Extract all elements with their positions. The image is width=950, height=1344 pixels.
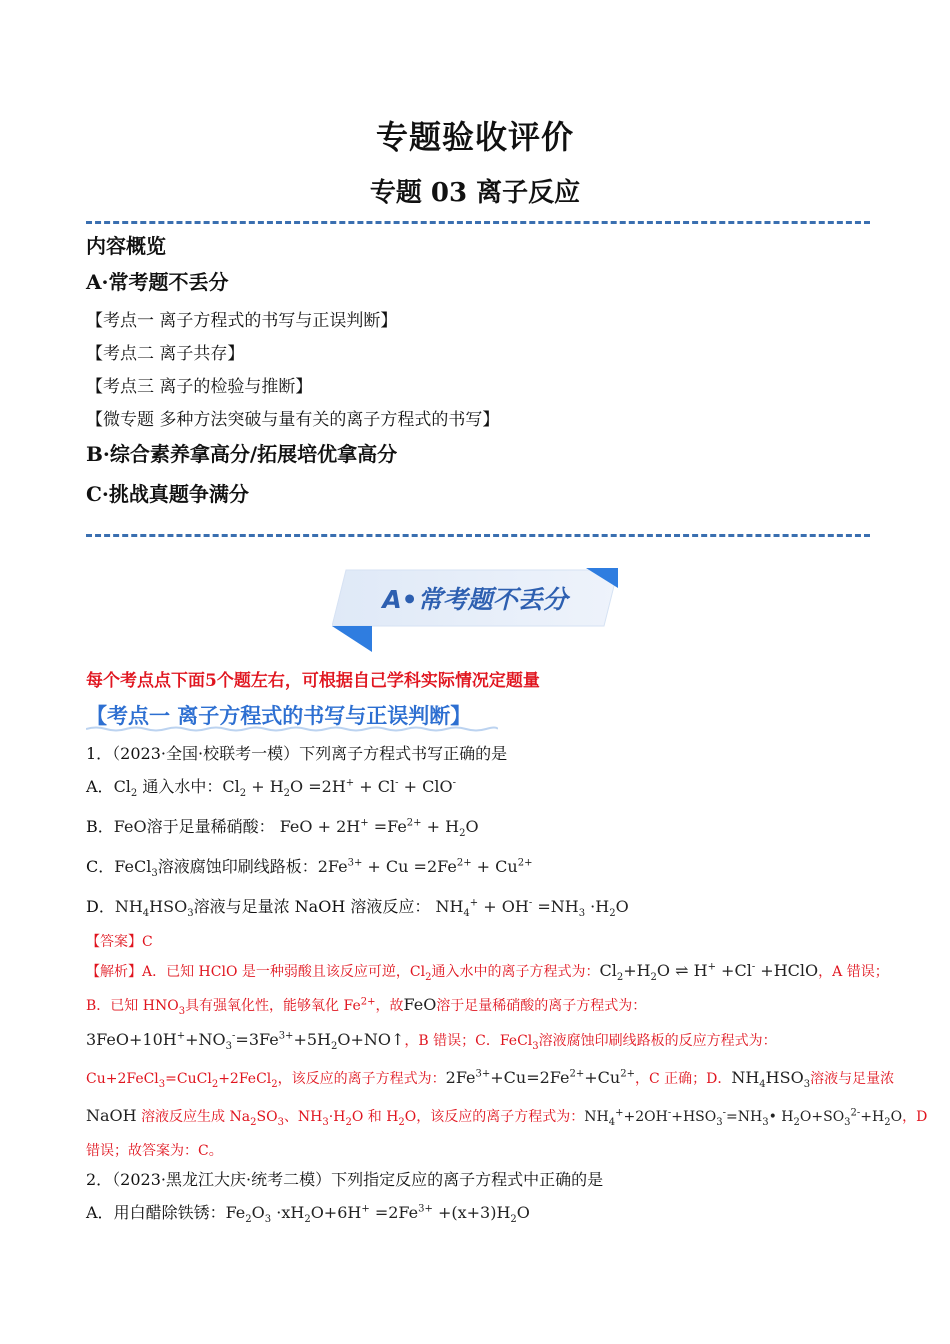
exp-text: O 和 H xyxy=(351,1109,399,1125)
exp-text: 溶液腐蚀印刷线路板的反应方程式为： xyxy=(538,1033,777,1049)
kp1-underline-decoration xyxy=(86,726,498,732)
q1-explanation-line: Cu+2FeCl$_3$=CuCl$_2$+2FeCl$_2$，该反应的离子方程式为：$2Fe^{3+}+Cu=2Fe^{2+}+Cu^{2+}$，C 正确；D．$NH_4HSO_3$溶液与足量浓 xyxy=(86,1068,895,1091)
exp-text: 、NH xyxy=(283,1109,323,1125)
kp1-heading: 【考点一 离子方程式的书写与正误判断】 xyxy=(86,703,472,728)
exp-text: Cu+2FeCl xyxy=(86,1071,159,1087)
q1-option-c[interactable] xyxy=(86,854,532,879)
note-text: 每个考点点下面5个题左右，可根据自己学科实际情况定题量 xyxy=(86,671,540,691)
option-label: B． xyxy=(86,817,114,836)
option-text: 用白醋除铁锈： xyxy=(113,1203,226,1222)
option-label: D． xyxy=(86,897,115,916)
formula: $Cl_2$ xyxy=(113,777,138,800)
exp-text: 【解析】A．已知 HClO 是一种弱酸且该反应可逆，Cl xyxy=(86,964,426,980)
exp-text: 通入水中的离子方程式为： xyxy=(431,964,600,980)
formula: $Cl_2 + H_2O =2H^+ + Cl^- + ClO^-$ xyxy=(222,777,456,800)
divider-bottom xyxy=(86,534,870,537)
formula: NaOH xyxy=(86,1106,137,1125)
exp-text: 溶液与足量浓 xyxy=(810,1071,895,1087)
formula: FeCl$_3$ xyxy=(114,857,158,880)
formula: FeO + $2H^+ =Fe^{2+} + H_2O$ xyxy=(279,817,479,840)
overview-heading: 内容概览 xyxy=(86,234,166,258)
q1-explanation-line: NaOH 溶液反应生成 $Na_2SO_3$、$NH_3\cdot H_2O$ 和 $H_2O$，该反应的离子方程式为：$NH_4^++2OH^-+HSO_3^-=NH_3•$ $H_2O+SO_3^{2-}+H_2O$，D xyxy=(86,1106,928,1128)
q1-answer: 【答案】C xyxy=(86,934,153,950)
exp-text: ，A 错误； xyxy=(818,964,889,980)
formula: $Fe_2O_3 \cdot xH_2O+6H^+ =2Fe^{3+} +(x+3)H_2O$ xyxy=(225,1203,530,1226)
overview-item: 【考点二 离子共存】 xyxy=(86,344,245,364)
overview-section-a: A·常考题不丢分 xyxy=(86,270,229,294)
section-a-banner xyxy=(332,566,618,652)
exp-text: 具有强氧化性，能够氧化 Fe xyxy=(185,998,361,1014)
option-label: A． xyxy=(86,1203,114,1222)
q1-option-b[interactable] xyxy=(86,814,479,839)
q2-option-a[interactable] xyxy=(86,1200,530,1225)
exp-text: B．已知 HNO xyxy=(86,998,179,1014)
formula: $2Fe^{3+}+Cu=2Fe^{2+}+Cu^{2+}$ xyxy=(445,1068,635,1087)
option-label: C． xyxy=(86,857,115,876)
option-text: 溶液与足量浓 NaOH 溶液反应： xyxy=(193,897,431,916)
formula: $Cl_2+H_2O$ ⇌ H+ +Cl- +HClO xyxy=(599,961,819,984)
q1-option-d[interactable] xyxy=(86,894,629,919)
exp-text: +2FeCl xyxy=(218,1071,272,1087)
exp-text: ，故 xyxy=(375,998,404,1014)
option-text: 溶液腐蚀印刷线路板： xyxy=(157,857,318,876)
q1-explanation-line: $3FeO+10H^++NO_3^-=3Fe^{3+}+5H_2O+NO↑$，B 错误；C．FeCl$_3$溶液腐蚀印刷线路板的反应方程式为： xyxy=(86,1030,777,1053)
page-subtitle: 专题 03 离子反应 xyxy=(369,178,581,208)
option-label: A． xyxy=(86,777,114,796)
q1-explanation-line: 错误；故答案为：C。 xyxy=(86,1143,223,1159)
exp-text: ，B 错误；C．FeCl xyxy=(404,1033,533,1049)
divider-top xyxy=(86,221,870,224)
formula: $2Fe^{3+} + Cu =2Fe^{2+} + Cu^{2+}$ xyxy=(317,857,533,876)
exp-text: ，D xyxy=(902,1109,928,1125)
overview-item: 【考点一 离子方程式的书写与正误判断】 xyxy=(86,311,398,331)
q2-stem: 2．（2023·黑龙江大庆·统考二模）下列指定反应的离子方程式中正确的是 xyxy=(86,1170,604,1189)
formula: $NH_4^++2OH^-+HSO_3^-=NH_3•$ $H_2O+SO_3^{2-}+H_2O$ xyxy=(584,1107,903,1128)
q1-option-a[interactable] xyxy=(86,774,456,799)
exp-text: =CuCl xyxy=(165,1071,212,1087)
exp-text: O，该反应的离子方程式为： xyxy=(404,1109,585,1125)
exp-text: 溶液反应生成 Na xyxy=(141,1109,251,1125)
exp-text: ，该反应的离子方程式为： xyxy=(277,1071,446,1087)
formula: $3FeO+10H^++NO_3^-=3Fe^{3+}+5H_2O+NO↑$ xyxy=(86,1030,405,1053)
banner-text: A•常考题不丢分 xyxy=(382,585,568,614)
option-text: 通入水中： xyxy=(142,777,223,796)
page-title: 专题验收评价 xyxy=(375,118,574,156)
overview-section-c: C·挑战真题争满分 xyxy=(86,482,249,506)
exp-text: SO xyxy=(256,1109,278,1125)
formula: FeO xyxy=(113,817,147,836)
q1-stem: 1．（2023·全国·校联考一模）下列离子方程式书写正确的是 xyxy=(86,744,508,763)
exp-text: ·H xyxy=(328,1109,346,1125)
exp-text: 溶于足量稀硝酸的离子方程式为： xyxy=(436,998,647,1014)
q1-explanation-line: B．已知 $HNO_3$具有强氧化性，能够氧化 $Fe^{2+}$，故FeO溶于足量稀硝酸的离子方程式为： xyxy=(86,995,647,1017)
formula: $NH_4^+ + OH^- =NH_3 \cdot H_2O$ xyxy=(435,897,629,920)
overview-section-b: B·综合素养拿高分/拓展培优拿高分 xyxy=(86,442,398,466)
formula: $NH_4HSO_3$ xyxy=(731,1068,811,1091)
formula: FeO xyxy=(403,995,437,1014)
option-text: 溶于足量稀硝酸： xyxy=(146,817,275,836)
formula: $NH_4HSO_3$ xyxy=(114,897,194,920)
q1-explanation-line: 【解析】A．已知 HClO 是一种弱酸且该反应可逆，$Cl_2$通入水中的离子方程式为：$Cl_2+H_2O$ ⇌ H+ +Cl- +HClO，A 错误； xyxy=(86,961,889,984)
overview-item: 【微专题 多种方法突破与量有关的离子方程式的书写】 xyxy=(86,410,500,430)
exp-text: ，C 正确；D． xyxy=(634,1071,732,1087)
overview-item: 【考点三 离子的检验与推断】 xyxy=(86,377,313,397)
